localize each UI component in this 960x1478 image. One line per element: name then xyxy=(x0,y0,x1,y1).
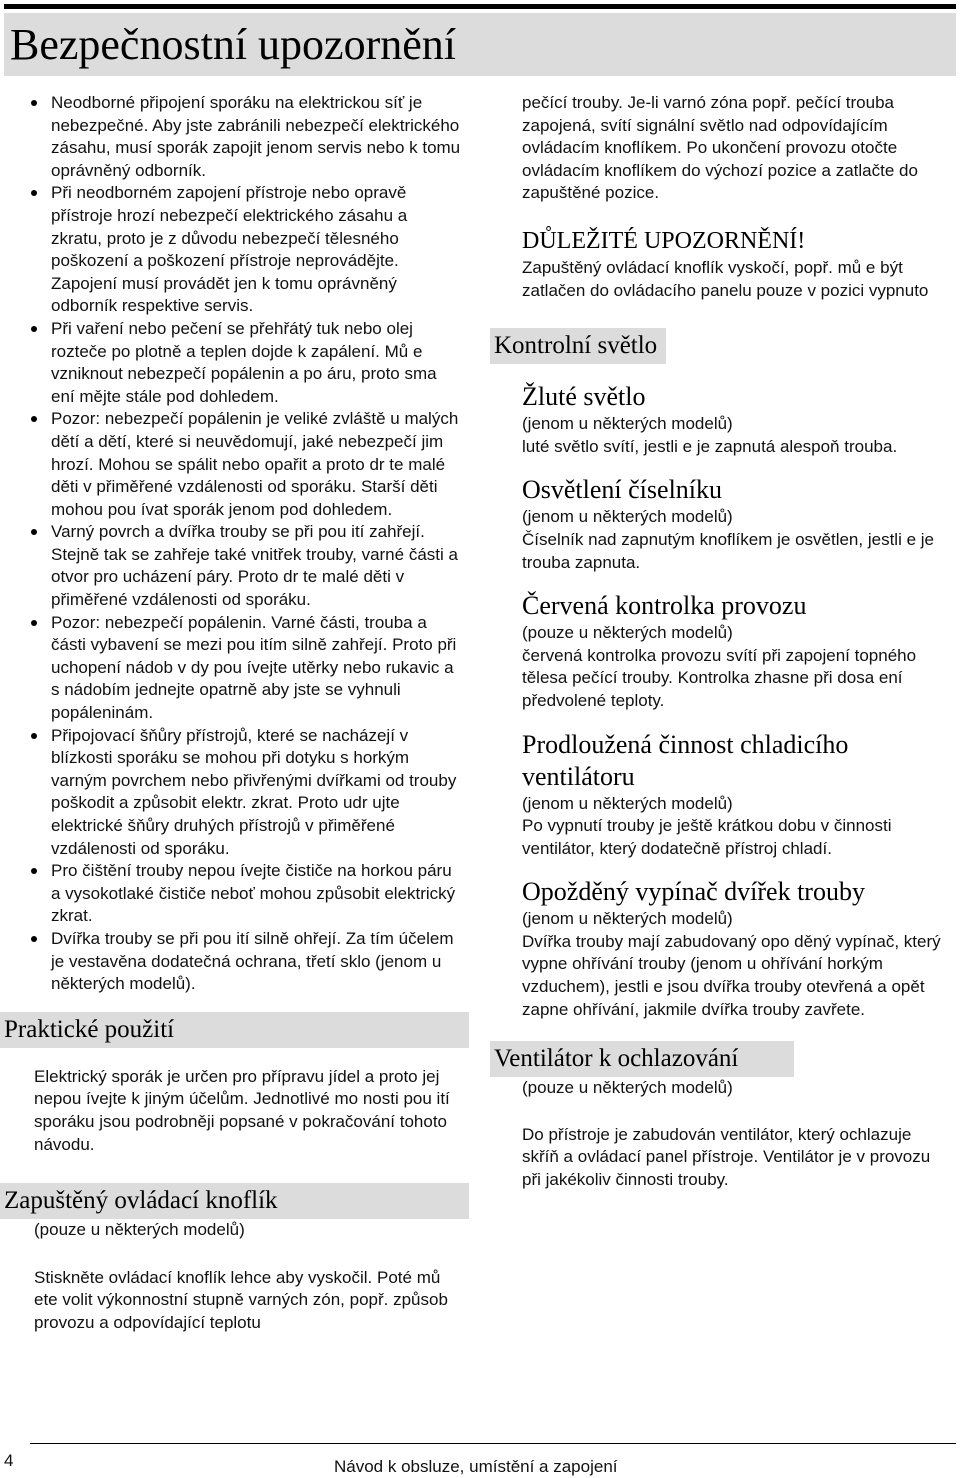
section-note: (jenom u některých modelů) xyxy=(522,793,733,813)
fan-text: Do přístroje je zabudován ventilátor, který ochlazuje skříň a ovládací panel přístroje. Ventilátor je v provozu při jakékoliv činnosti trouby. xyxy=(522,1124,931,1190)
knob-text: Stiskněte ovládací knoflík lehce aby vyskočil. Poté mů ete volit výkonnostní stupně varných zón, popř. způsob provozu a odpovídající teplotu xyxy=(34,1267,448,1332)
section-text: červená kontrolka provozu svítí při zapojení topného tělesa pečící trouby. Kontrolka zhasne při dosa ení předvolené teploty. xyxy=(522,645,917,710)
section-text: Číselník nad zapnutým knoflíkem je osvětlen, jestli e je trouba zapnuta. xyxy=(522,529,934,572)
warning-item: Varný povrch a dvířka trouby se při pou ití zahřejí. Stejně tak se zahřeje také vnitřek trouby, varné části a otvor pro ucházení páry. Proto dr te malé děti v přiměřené vzdálenosti od sporáku. xyxy=(0,521,461,611)
warning-item: Neodborné připojení sporáku na elektrickou síť je nebezpečné. Aby jste zabránili nebezpečí elektrického zásahu, musí sporák zapojit jenom servis nebo k tomu oprávněný odborník. xyxy=(0,92,461,182)
warning-item: Při neodborném zapojení přístroje nebo opravě přístroje hrozí nebezpečí elektrického zásahu a zkratu, proto je z důvodu nebezpečí tělesného poškození a poškození přístroje neprovádějte. Zapojení musí provádět jen k tomu oprávněný odborník respektive servis. xyxy=(0,182,461,318)
warning-item: Pozor: nebezpečí popálenin je veliké zvláště u malých dětí a dětí, které si neuvědomují, jaké nebezpečí jim hrozí. Mohou se spálit nebo opařit a proto dr te malé děti v přiměřené vzdálenosti od sporáku. Starší děti mohou pou ívat sporák jenom pod dohledem. xyxy=(0,408,461,521)
footer-text: Návod k obsluze, umístění a zapojení xyxy=(334,1457,618,1476)
fan-heading: Ventilátor k ochlazování xyxy=(490,1041,794,1077)
important-text: Zapuštěný ovládací knoflík vyskočí, popř. mů e být zatlačen do ovládacího panelu pouze v pozici vypnuto xyxy=(522,257,929,300)
section-title: Žluté světlo xyxy=(522,382,646,412)
section-note: (jenom u některých modelů) xyxy=(522,507,733,527)
warning-item: Připojovací šňůry přístrojů, které se nacházejí v blízkosti sporáku se mohou při dotyku s horkým varným povrchem nebo přivřenými dvířkami od trouby poškodit a způsobit elektr. zkrat. Proto udr ujte elektrické šňůry druhých přístrojů v přiměřené vzdálenosti od sporáku. xyxy=(0,725,461,861)
practical-text: Elektrický sporák je určen pro přípravu jídel a proto jej nepou ívejte k jiným účelům. Jednotlivé mo nosti pou ití sporáku jsou podrobněji popsané v pokračování tohoto návodu. xyxy=(34,1066,450,1154)
section-note: (jenom u některých modelů) xyxy=(522,414,733,434)
control-light-heading: Kontrolní světlo xyxy=(490,328,666,364)
page-number: 4 xyxy=(4,1451,14,1470)
warning-item: Dvířka trouby se při pou ití silně ohřejí. Za tím účelem je vestavěna dodatečná ochrana, třetí sklo (jenom u některých modelů). xyxy=(0,928,461,996)
knob-text-continued: pečící trouby. Je-li varnó zóna popř. pečící trouba zapojená, svítí signální světlo nad odpovídajícím ovládacím knoflíkem. Po ukončení provozu otočte ovládacím knoflíkem do výchozí pozice a zatlačte do zapuštěné pozice. xyxy=(522,93,918,203)
control-light-section xyxy=(490,381,958,458)
footer-rule xyxy=(30,1443,956,1444)
right-column xyxy=(490,92,958,1192)
important-heading: DŮLEŽITÉ UPOZORNĚNÍ! xyxy=(522,227,806,254)
section-text: luté světlo svítí, jestli e je zapnutá alespoň trouba. xyxy=(522,436,898,456)
section-title: Opožděný vypínač dvířek trouby xyxy=(522,877,865,907)
practical-heading: Praktické použití xyxy=(0,1012,469,1048)
section-text: Dvířka trouby mají zabudovaný opo děný vypínač, který vypne ohřívání trouby (jenom u ohřívání horkým vzduchem), jestli e jsou dvířka trouby otevřená a opět zapne ohřívání, jakmile dvířka trouby zavřete. xyxy=(522,931,941,1019)
warning-item: Pozor: nebezpečí popálenin. Varné části, trouba a části vybavení se mezi pou itím silně zahřejí. Proto při uchopení nádob v dy pou ívejte utěrky nebo rukavic a s nádobím jednejte opatrně aby jste se vyhnuli popáleninám. xyxy=(0,612,461,725)
control-light-section xyxy=(490,474,958,574)
page-title: Bezpečnostní upozornění xyxy=(10,20,456,69)
section-title: Osvětlení číselníku xyxy=(522,475,723,505)
left-column xyxy=(0,92,470,1335)
section-title: Prodloužená činnost chladicího ventilátoru xyxy=(522,729,849,791)
section-text: Po vypnutí trouby je ještě krátkou dobu v činnosti ventilátor, který dodatečně přístroj chladí. xyxy=(522,816,892,858)
control-light-section xyxy=(490,590,958,712)
warning-item: Při vaření nebo pečení se přehřátý tuk nebo olej roztečе po plotně a teplen dojde k zapálení. Mů e vzniknout nebezpečí popálenin a po áru, proto sma ení mějte stále pod dohledem. xyxy=(0,318,461,408)
section-title: Červená kontrolka provozu xyxy=(522,591,807,621)
knob-heading: Zapuštěný ovládací knoflík xyxy=(0,1183,469,1219)
section-note: (pouze u některých modelů) xyxy=(522,623,733,643)
section-note: (jenom u některých modelů) xyxy=(522,909,733,929)
control-light-section xyxy=(490,729,958,861)
warning-list xyxy=(0,92,470,996)
control-light-section xyxy=(490,876,958,1021)
fan-note: (pouze u některých modelů) xyxy=(522,1078,733,1098)
warning-item: Pro čištění trouby nepou ívejte čističe na horkou páru a vysokotlaké čističe neboť mohou způsobit elektrický zkrat. xyxy=(0,860,461,928)
knob-note: (pouze u některých modelů) xyxy=(34,1220,245,1240)
top-rule xyxy=(4,4,956,9)
